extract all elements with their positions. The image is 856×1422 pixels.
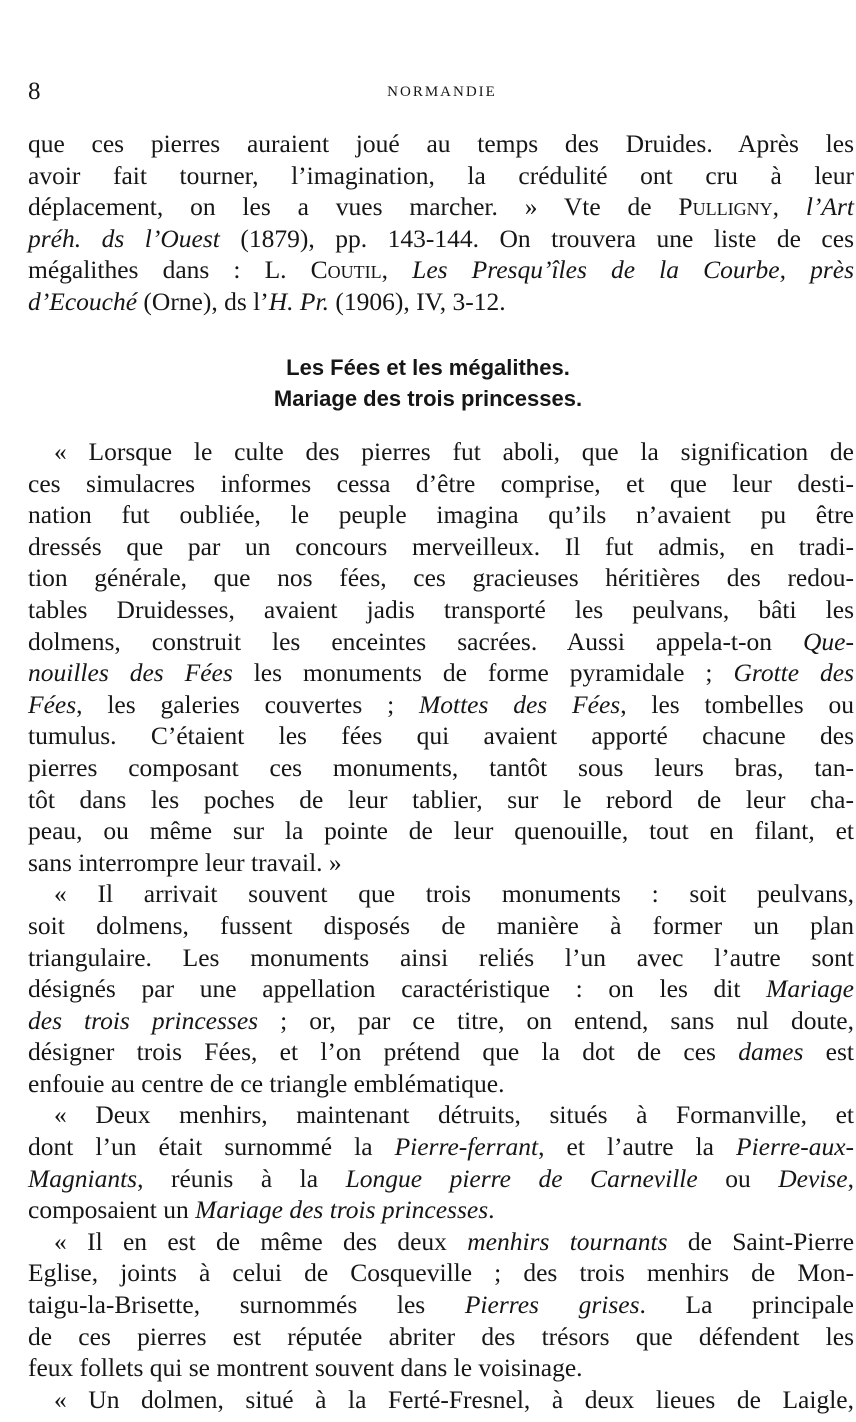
body-line: dolmens, construit les enceintes sacrées. Aussi appela-t-on Que- [28, 626, 854, 656]
body-line: nation fut oubliée, le peuple imagina qu’ils n’avaient pu être [28, 500, 854, 530]
body-line: Magniants, réunis à la Longue pierre de Carneville ou Devise, [28, 1163, 854, 1193]
body-line: sans interrompre leur travail. » [28, 847, 342, 877]
body-line: tumulus. C’étaient les fées qui avaient apporté chacune des [28, 721, 854, 751]
body-line: Fées, les galeries couvertes ; Mottes des Fées, les tombelles ou [28, 689, 854, 719]
body-line: ces simulacres informes cessa d’être comprise, et que leur desti- [28, 468, 854, 498]
footnote-line: préh. ds l’Ouest (1879), pp. 143-144. On trouvera une liste de ces [28, 223, 854, 253]
body-line: des trois princesses ; or, par ce titre, on entend, sans nul doute, [28, 1005, 854, 1035]
body-line: pierres composant ces monuments, tantôt sous leurs bras, tan- [28, 752, 854, 782]
footnote-line: avoir fait tourner, l’imagination, la crédulité ont cru à leur [28, 160, 854, 190]
body-line: soit dolmens, fussent disposés de manière à former un plan [28, 910, 854, 940]
body-line: composaient un Mariage des trois princesses. [28, 1195, 495, 1225]
body-line: Eglise, joints à celui de Cosqueville ; des trois menhirs de Mon- [28, 1258, 854, 1288]
body-line: de ces pierres est réputée abriter des trésors que défendent les [28, 1321, 854, 1351]
footnote-line: que ces pierres auraient joué au temps des Druides. Après les [28, 129, 854, 158]
body-line: feux follets qui se montrent souvent dans le voisinage. [28, 1353, 583, 1383]
body-line: désigner trois Fées, et l’on prétend que la dot de ces dames est [28, 1037, 855, 1067]
body-line: tôt dans les poches de leur tablier, sur le rebord de leur cha- [28, 784, 854, 814]
body-line: désignés par une appellation caractéristique : on les dit Mariage [28, 974, 854, 1004]
body-line: « Deux menhirs, maintenant détruits, situés à Formanville, et [54, 1100, 854, 1130]
body-line: « Il en est de même des deux menhirs tournants de Saint-Pierre [54, 1226, 855, 1256]
footnote-paragraph [28, 128, 854, 318]
body-line: taigu-la-Brisette, surnommés les Pierres grises. La principale [28, 1290, 854, 1320]
section-heading-line-1: Les Fées et les mégalithes. [286, 355, 570, 380]
section-heading-line-2: Mariage des trois princesses. [273, 386, 583, 411]
footnote-line: déplacement, on les a vues marcher. » Vte de Pulligny, l’Art [28, 192, 854, 222]
body-line: enfouie au centre de ce triangle emblématique. [28, 1068, 505, 1098]
body-line: dressés que par un concours merveilleux. Il fut admis, en tradi- [28, 531, 854, 561]
page-header [28, 78, 856, 108]
section-heading [0, 352, 856, 414]
body-line: triangulaire. Les monuments ainsi reliés l’un avec l’autre sont [28, 942, 854, 972]
body-line: nouilles des Fées les monuments de forme pyramidale ; Grotte des [28, 658, 855, 688]
footnote-line: mégalithes dans : L. Coutil, Les Presqu’îles de la Courbe, près [28, 255, 854, 285]
footnote-line: d’Ecouché (Orne), ds l’H. Pr. (1906), IV, 3-12. [28, 286, 506, 316]
body-line: peau, ou même sur la pointe de leur quenouille, tout en filant, et [28, 816, 854, 846]
body-line: dont l’un était surnommé la Pierre-ferrant, et l’autre la Pierre-aux- [28, 1132, 854, 1162]
body-line: « Il arrivait souvent que trois monuments : soit peulvans, [54, 879, 854, 909]
body-text [28, 436, 854, 1415]
body-line: « Un dolmen, situé à la Ferté-Fresnel, à deux lieues de Laigle, [54, 1384, 854, 1414]
body-line: tables Druidesses, avaient jadis transporté les peulvans, bâti les [28, 594, 854, 624]
page-number: 8 [28, 78, 41, 105]
body-line: « Lorsque le culte des pierres fut aboli, que la signification de [54, 437, 854, 466]
running-title: NORMANDIE [387, 84, 497, 100]
body-line: tion générale, que nos fées, ces gracieuses héritières des redou- [28, 563, 854, 593]
